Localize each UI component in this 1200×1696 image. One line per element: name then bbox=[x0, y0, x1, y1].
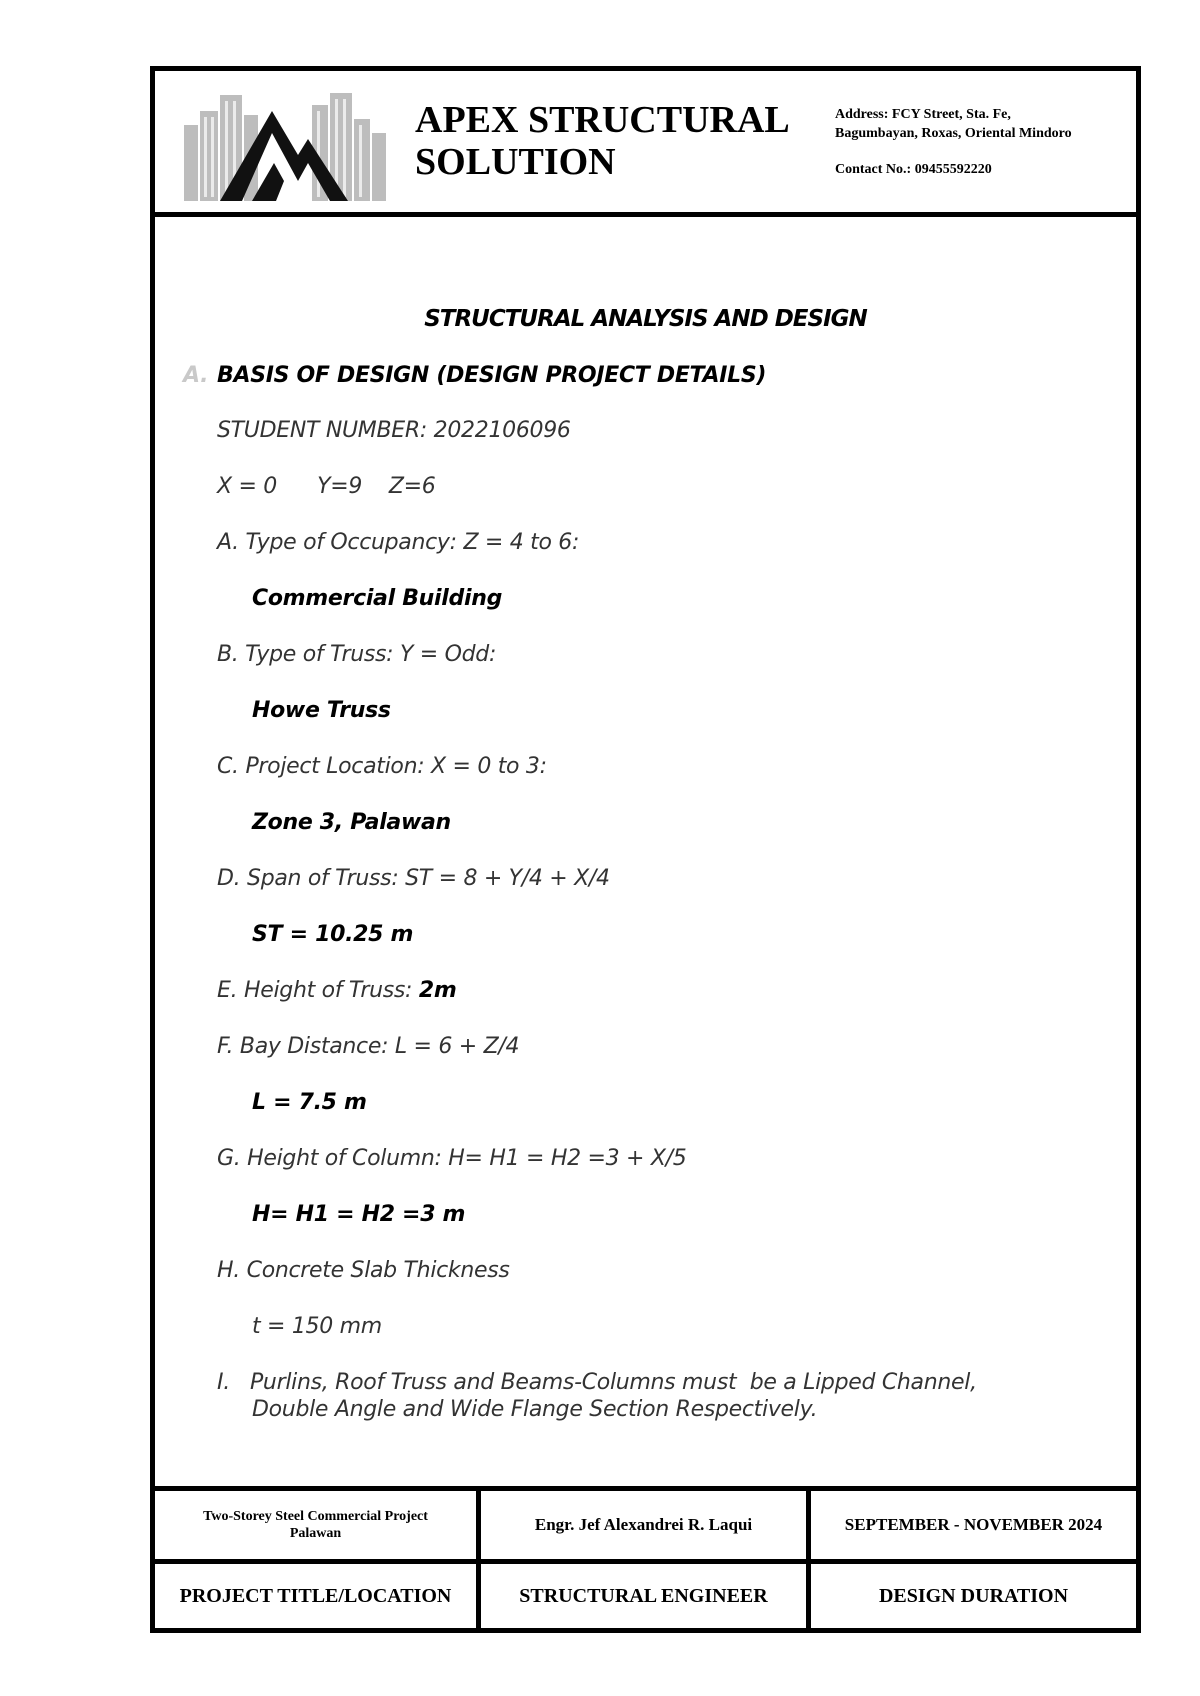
student-number: STUDENT NUMBER: 2022106096 bbox=[217, 418, 571, 443]
item-a-value: Commercial Building bbox=[252, 586, 503, 611]
engineer-label: STRUCTURAL ENGINEER bbox=[519, 1584, 768, 1607]
company-logo bbox=[180, 85, 390, 205]
title-block bbox=[155, 1486, 1136, 1628]
item-e-value: 2m bbox=[418, 978, 457, 1003]
item-i-line2: Double Angle and Wide Flange Section Respectively. bbox=[252, 1397, 818, 1422]
item-d-label: D. Span of Truss: ST = 8 + Y/4 + X/4 bbox=[217, 866, 610, 891]
project-value-line1: Two-Storey Steel Commercial Project bbox=[203, 1509, 428, 1524]
project-label: PROJECT TITLE/LOCATION bbox=[179, 1584, 452, 1607]
duration-value: SEPTEMBER - NOVEMBER 2024 bbox=[844, 1515, 1103, 1534]
section-heading bbox=[183, 363, 766, 388]
section-heading-text: BASIS OF DESIGN (DESIGN PROJECT DETAILS) bbox=[217, 363, 767, 388]
item-e-label: E. Height of Truss: bbox=[217, 978, 419, 1003]
xyz-values: X = 0 Y=9 Z=6 bbox=[217, 474, 436, 499]
item-b-label: B. Type of Truss: Y = Odd: bbox=[217, 642, 497, 667]
item-a-label: A. Type of Occupancy: Z = 4 to 6: bbox=[217, 530, 580, 555]
item-c-value: Zone 3, Palawan bbox=[252, 810, 451, 835]
item-h-label: H. Concrete Slab Thickness bbox=[217, 1258, 510, 1283]
item-i-line1: I. Purlins, Roof Truss and Beams-Columns must be a Lipped Channel, bbox=[217, 1370, 977, 1395]
company-name-line2: SOLUTION bbox=[415, 141, 616, 183]
item-c-label: C. Project Location: X = 0 to 3: bbox=[217, 754, 547, 779]
address-line2: Bagumbayan, Roxas, Oriental Mindoro bbox=[835, 126, 1072, 141]
item-g-value: H= H1 = H2 =3 m bbox=[252, 1202, 466, 1227]
item-g-label: G. Height of Column: H= H1 = H2 =3 + X/5 bbox=[217, 1146, 687, 1171]
contact-number: Contact No.: 09455592220 bbox=[835, 162, 992, 177]
letterhead bbox=[155, 71, 1136, 217]
section-letter: A. bbox=[183, 363, 209, 388]
company-name bbox=[415, 99, 790, 183]
contact-block bbox=[835, 105, 1072, 179]
document-sheet bbox=[150, 66, 1141, 1633]
project-value bbox=[155, 1491, 476, 1559]
item-b-value: Howe Truss bbox=[252, 698, 391, 723]
company-name-line1: APEX STRUCTURAL bbox=[415, 99, 790, 141]
document-title: STRUCTURAL ANALYSIS AND DESIGN bbox=[424, 306, 867, 332]
item-f-label: F. Bay Distance: L = 6 + Z/4 bbox=[217, 1034, 520, 1059]
address-line1: Address: FCY Street, Sta. Fe, bbox=[835, 107, 1011, 122]
item-h-value: t = 150 mm bbox=[252, 1314, 382, 1339]
duration-label: DESIGN DURATION bbox=[878, 1584, 1069, 1607]
item-e bbox=[217, 978, 457, 1003]
item-f-value: L = 7.5 m bbox=[252, 1090, 367, 1115]
project-value-line2: Palawan bbox=[289, 1526, 342, 1541]
item-d-value: ST = 10.25 m bbox=[252, 922, 414, 947]
engineer-value: Engr. Jef Alexandrei R. Laqui bbox=[534, 1515, 753, 1534]
